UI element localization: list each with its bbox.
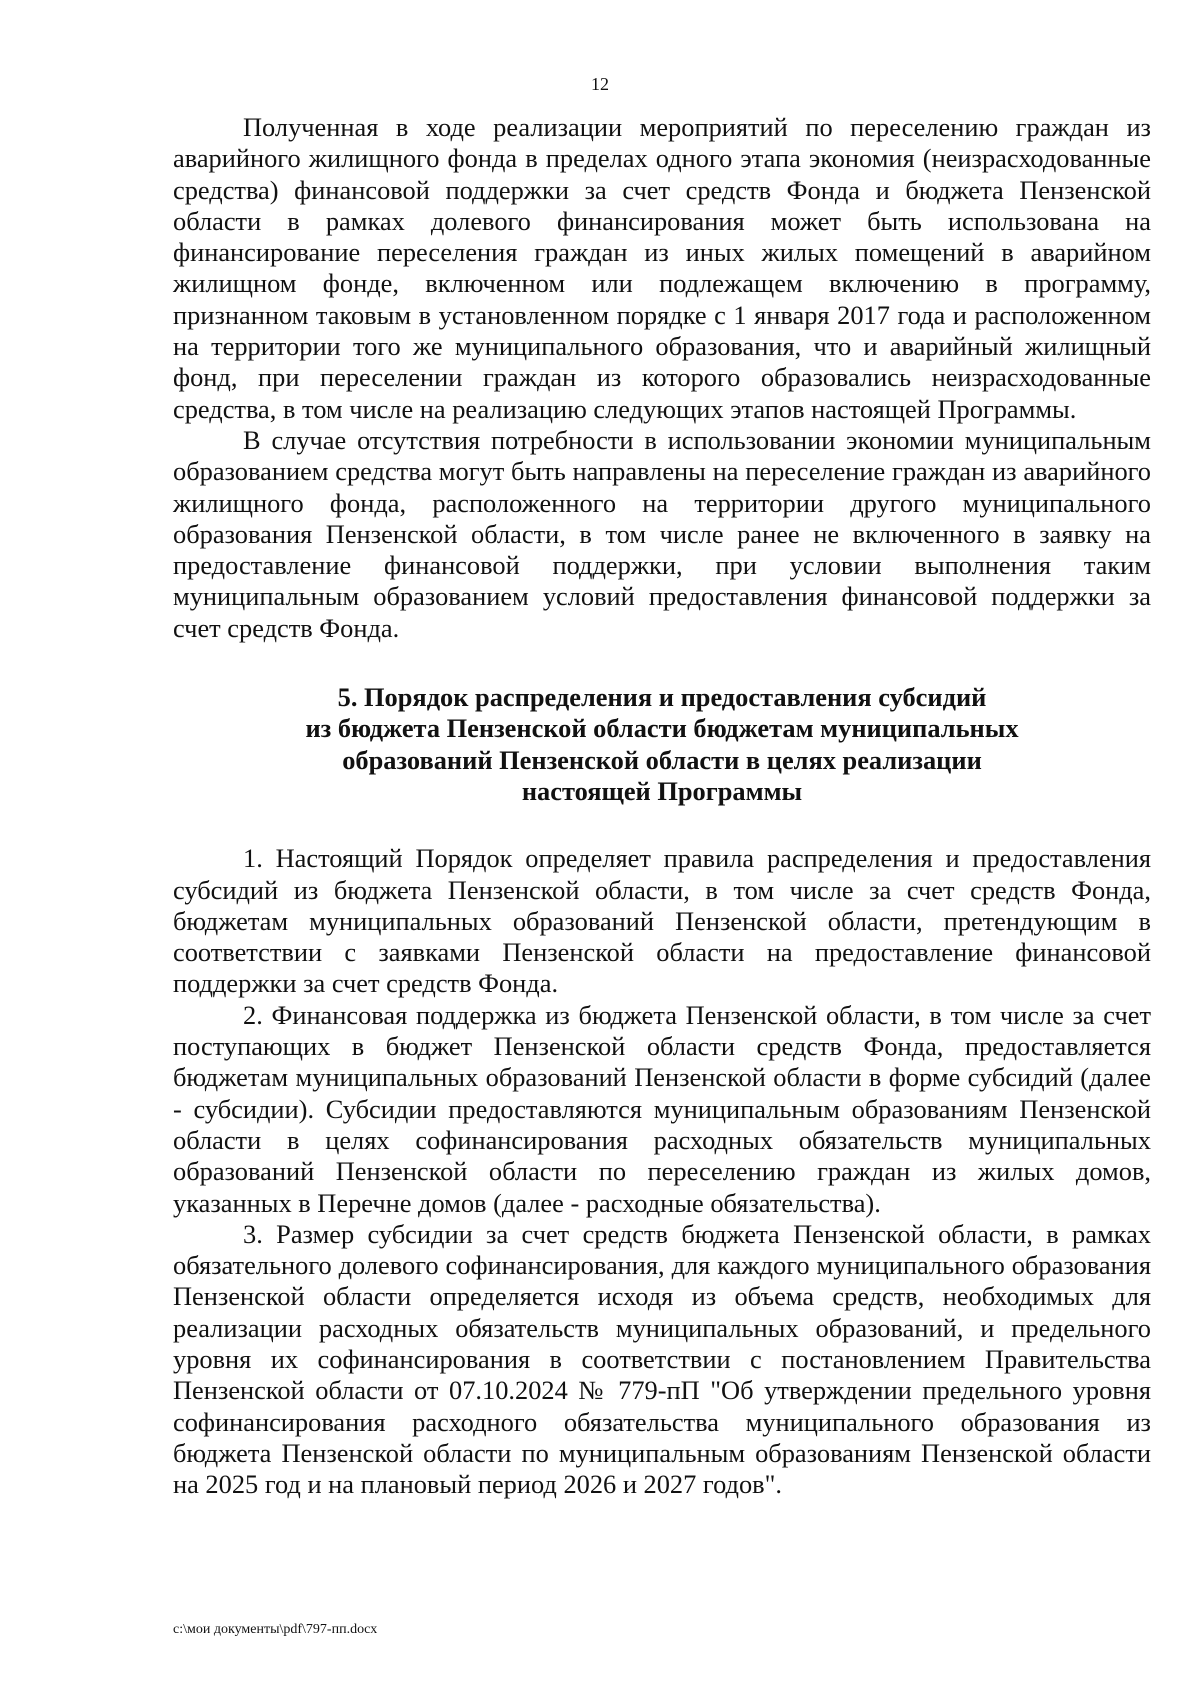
section-title-line: образований Пензенской области в целях реализации <box>342 744 982 775</box>
paragraph-item-1: 1. Настоящий Порядок определяет правила распределения и предоставления субсидий из бюджета Пензенской области, в том числе за счет средств Фонда, бюджетам муниципальных образований Пензенской области, претендующим в соответствии с заявками Пензенской области на предоставление финансовой поддержки за счет средств Фонда. <box>173 843 1151 999</box>
section-title-line: настоящей Программы <box>521 775 803 806</box>
paragraph-item-2: 2. Финансовая поддержка из бюджета Пензенской области, в том числе за счет поступающих в бюджет Пензенской области средств Фонда, предоставляется бюджетам муниципальных образований Пензенской области в форме субсидий (далее - субсидии). Субсидии предоставляются муниципальным образованиям Пензенской области в целях софинансирования расходных обязательств муниципальных образований Пензенской области по переселению граждан из жилых домов, указанных в Перечне домов (далее - расходные обязательства). <box>173 999 1151 1218</box>
paragraph-item-3: 3. Размер субсидии за счет средств бюджета Пензенской области, в рамках обязательного долевого софинансирования, для каждого муниципального образования Пензенской области определяется исходя из объема средств, необходимых для реализации расходных обязательств муниципальных образований, и предельного уровня их софинансирования в соответствии с постановлением Правительства Пензенской области от 07.10.2024 № 779-пП "Об утверждении предельного уровня софинансирования расходного обязательства муниципального образования из бюджета Пензенской области по муниципальным образованиям Пензенской области на 2025 год и на плановый период 2026 и 2027 годов". <box>173 1218 1151 1500</box>
section-title-line: из бюджета Пензенской области бюджетам муниципальных <box>305 713 1019 744</box>
footer-file-path: c:\мои документы\pdf\797-пп.docx <box>173 1622 378 1637</box>
document-body <box>173 112 1151 1500</box>
section-title-line: 5. Порядок распределения и предоставления субсидий <box>337 682 987 713</box>
paragraph-no-need: В случае отсутствия потребности в использовании экономии муниципальным образованием средства могут быть направлены на переселение граждан из аварийного жилищного фонда, расположенного на территории другого муниципального образования Пензенской области, в том числе ранее не включенного в заявку на предоставление финансовой поддержки, при условии выполнения таким муниципальным образованием условий предоставления финансовой поддержки за счет средств Фонда. <box>173 424 1151 643</box>
page-number: 12 <box>591 74 609 94</box>
paragraph-savings: Полученная в ходе реализации мероприятий по переселению граждан из аварийного жилищного фонда в пределах одного этапа экономия (неизрасходованные средства) финансовой поддержки за счет средств Фонда и бюджета Пензенской области в рамках долевого финансирования может быть использована на финансирование переселения граждан из иных жилых помещений в аварийном жилищном фонде, включенном или подлежащем включению в программу, признанном таковым в установленном порядке с 1 января 2017 года и расположенном на территории того же муниципального образования, что и аварийный жилищный фонд, при переселении граждан из которого образовались неизрасходованные средства, в том числе на реализацию следующих этапов настоящей Программы. <box>173 112 1151 424</box>
section-title <box>173 682 1151 807</box>
